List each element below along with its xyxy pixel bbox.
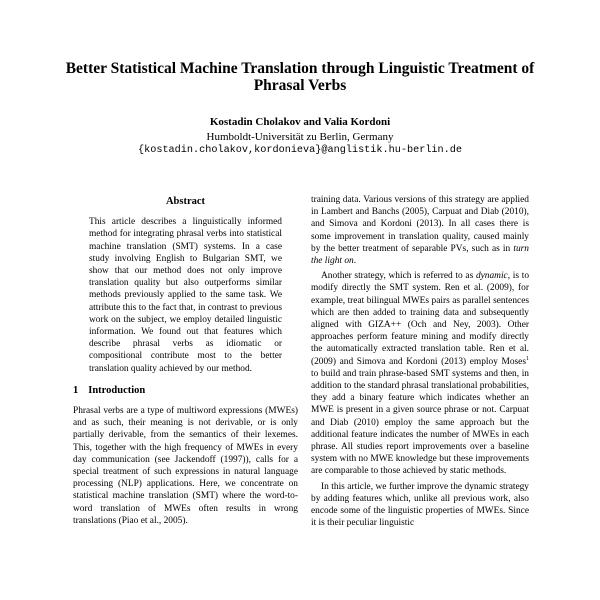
right-paragraph-3: In this article, we further improve the dynamic strategy by adding features which, unlike all previous work, also encode some of the linguistic properties of MWEs. Since it is their peculiar linguistic (311, 481, 529, 529)
paper-affiliation: Humboldt-Universität zu Berlin, Germany (206, 131, 394, 143)
section-number: 1 (73, 384, 79, 396)
footnote-marker: 1 (526, 355, 529, 362)
para1-text: training data. Various versions of this strategy are applied in Lambert and Banchs (2005), Carpuat and Diab (2010), and Simova and Kordoni (2013). In all cases there is some improvement in translation quality, caused mainly by the better treatment of separable PVs, such as in (311, 195, 529, 254)
para1-italic: turn the light on (311, 243, 529, 267)
right-paragraph-2 (311, 270, 529, 477)
paper-title: Better Statistical Machine Translation through Linguistic Treatment of Phrasal Verbs (65, 60, 535, 94)
abstract-text: This article describes a linguistically informed method for integrating phrasal verbs into statistical machine translation (SMT) systems. In a case study involving English to Bulgarian SMT, we show that our method does not only improve translation quality but also outperforms similar methods previously applied to the same task. We attribute this to the fact that, in contrast to previous work on the subject, we employ detailed linguistic information. We found out that features which describe phrasal verbs as idiomatic or compositional contribute most to the better translation quality achieved by our method. (89, 217, 282, 374)
right-column (311, 194, 529, 529)
para1-end: . (353, 256, 357, 267)
abstract-heading: Abstract (165, 196, 206, 207)
left-column (73, 196, 298, 527)
para2-mid: , is to modify directly the SMT system. Ren et al. (2009), for example, treat bilingual MWEs pairs as parallel sentences which are then added to training data and subsequently aligned with GIZA++ (Och and Ney, 2003). Other approaches perform feature mining and modify directly the automatically extracted translation table. Ren et al. (2009) and Simova and Kordoni (2013) employ Moses (311, 271, 530, 367)
paper-authors: Kostadin Cholakov and Valia Kordoni (209, 116, 391, 128)
paper-emails: {kostadin.cholakov,kordonieva}@anglistik.hu-berlin.de (137, 145, 462, 156)
section-title: Introduction (88, 384, 146, 396)
para2-end: to build and train phrase-based SMT systems and then, in addition to the standard phrasal translational probabilities, they add a binary feature which indicates whether an MWE is present in a given source phrase or not. Carpuat and Diab (2010) employ the same approach but the additional feature indicates the number of MWEs in each phrase. All studies report improvements over a baseline system with no MWE knowledge but these improvements are comparable to those achieved by static methods. (311, 368, 529, 477)
para2-italic: dynamic (475, 271, 508, 282)
intro-paragraph: Phrasal verbs are a type of multiword expressions (MWEs) and as such, their meaning is not derivable, or is only partially derivable, from the semantics of their lexemes. This, together with the high frequency of MWEs in every day communication (see Jackendoff (1997)), calls for a special treatment of such expressions in natural language processing (NLP) applications. Here, we concentrate on statistical machine translation (SMT) where the word-to-word translation of MWEs often results in wrong translations (Piao et al., 2005). (73, 406, 298, 526)
paper-header (0, 60, 600, 156)
para2-text: Another strategy, which is referred to as (321, 271, 474, 282)
right-paragraph-1 (311, 194, 529, 267)
section-heading (73, 385, 298, 397)
